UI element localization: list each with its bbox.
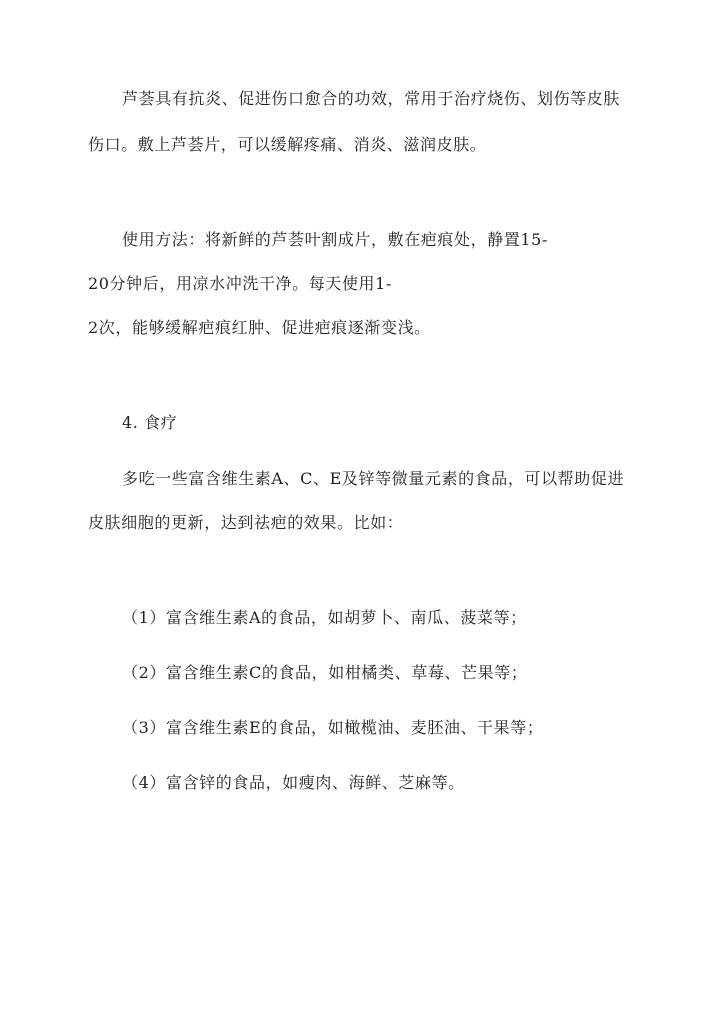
section-heading: 4. 食疗 (122, 413, 178, 432)
diet-intro-line-2: 皮肤细胞的更新，达到祛疤的效果。比如： (88, 513, 404, 532)
list-item: （2）富含维生素C的食品，如柑橘类、草莓、芒果等； (122, 663, 528, 682)
paragraph-aloe-line-1: 芦荟具有抗炎、促进伤口愈合的功效，常用于治疗烧伤、划伤等皮肤 (122, 89, 621, 108)
diet-intro-line-1: 多吃一些富含维生素A、C、E及锌等微量元素的食品，可以帮助促进 (122, 469, 625, 488)
list-item: （4）富含锌的食品，如瘦肉、海鲜、芝麻等。 (122, 773, 465, 792)
usage-line-2: 20分钟后，用凉水冲洗干净。每天使用1- (88, 274, 392, 293)
usage-line-1: 使用方法：将新鲜的芦荟叶割成片，敷在疤痕处，静置15- (122, 230, 548, 249)
list-item: （3）富含维生素E的食品，如橄榄油、麦胚油、干果等； (122, 718, 544, 737)
list-item: （1）富含维生素A的食品，如胡萝卜、南瓜、菠菜等； (122, 608, 527, 627)
usage-line-3: 2次，能够缓解疤痕红肿、促进疤痕逐渐变浅。 (88, 318, 431, 337)
paragraph-aloe-line-2: 伤口。敷上芦荟片，可以缓解疼痛、消炎、滋润皮肤。 (88, 135, 487, 154)
